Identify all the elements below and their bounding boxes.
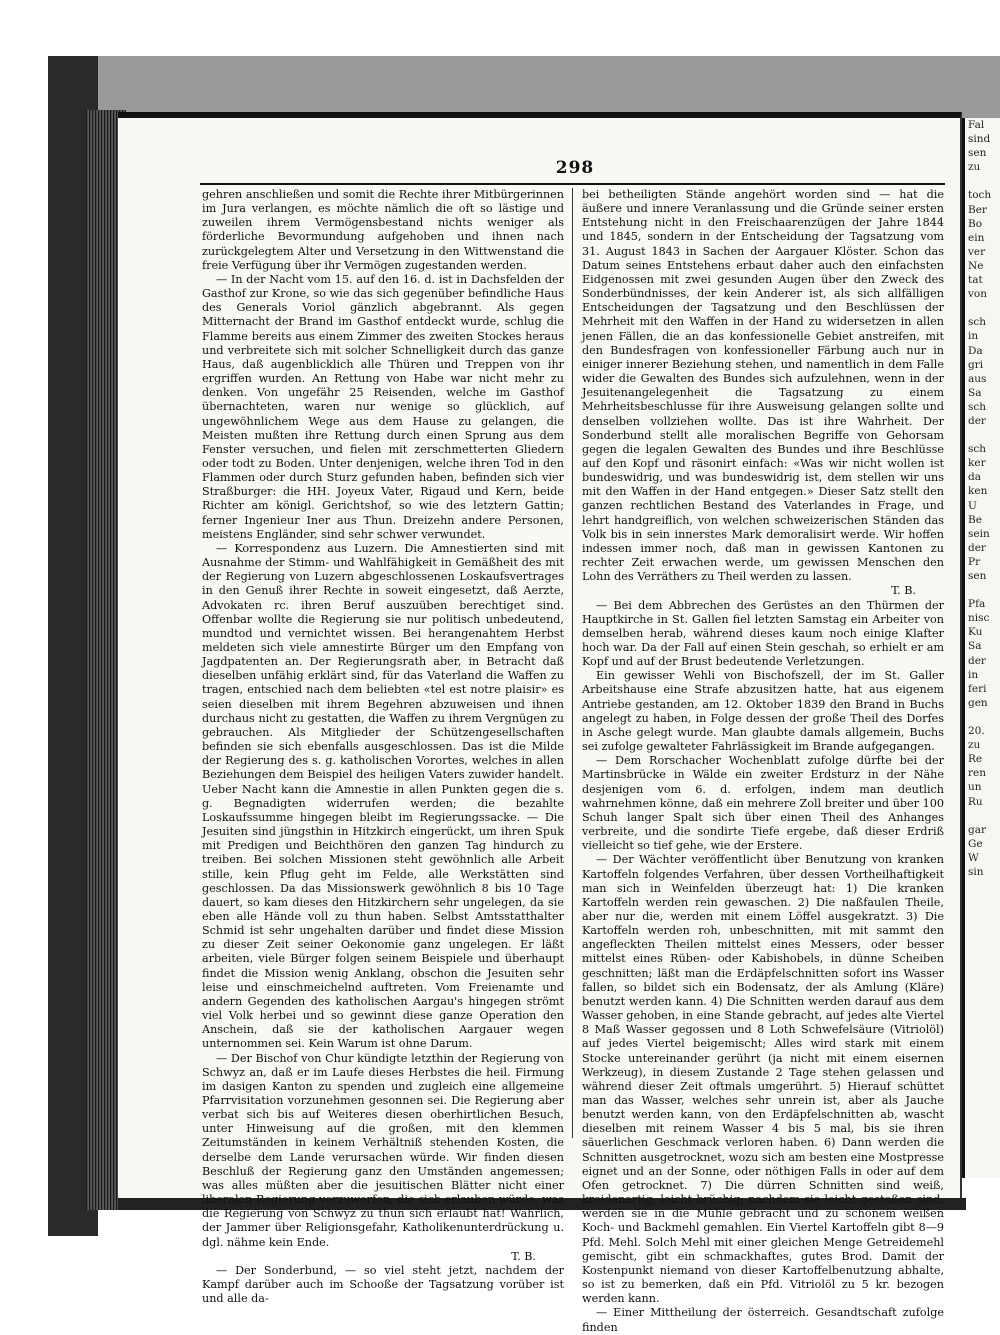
next-page-line-fragment: W [968,851,979,864]
next-page-line-fragment: Ru [968,795,983,808]
next-page-line-fragment: Sa [968,640,982,653]
next-page-line-fragment: sind [968,133,991,146]
next-page-line-fragment: in [968,668,979,681]
next-page-line-fragment: sch [968,443,987,456]
next-page-line-fragment [965,710,1000,724]
paragraph-text: — Der Wächter veröffentlicht über Benutzung von kranken Kartoffeln folgendes Verfahren, über dessen Vortheilhaftigkeit man sich in Weinfelden überzeugt hat: 1) Die kranken Kartoffeln werden rein gewaschen. 2) Die naßfaulen Theile, aber nur die, werden mit einem Löffel ausgekratzt. 3) Die Kartoffeln werden roh, unbeschnitten, mit mit sammt den angefleckten Theilen mittelst eines Messers, oder besser mittelst eines Rüben- oder Kabishobels, in dünne Scheiben geschnitten; läßt man die Erdäpfelschnitten sofort ins Wasser fallen, so bildet sich ein Bodensatz, der als Amlung (Kläre) benutzt werden kann. 4) Die Schnitten werden darauf aus dem Wasser gehoben, in eine Stande gebracht, auf jedes alte Viertel 8 Maß Wasser gegossen und 8 Loth Schwefelsäure (Vitriolöl) auf jedes Viertel beigemischt; Alles wird stark mit einem Stocke untereinander gerührt (ja nicht mit einem eisernen Werkzeug), in diesem Zustande 2 Tage stehen gelassen und während dieser Zeit oftmals umgerührt. 5) Hierauf schüttet man das Wasser, welches sehr unrein ist, aber als Jauche benutzt werden kann, von den Erdäpfelschnitten ab, wascht dieselben mit reinem Wasser 4 bis 5 mal, bis sie ihren säuerlichen Geschmack verloren haben. 6) Dann werden die Schnitten ausgetrocknet, wozu sich am besten eine Mostpresse eignet und an der Sonne, oder nöthigen Falls in oder auf dem Ofen getrocknet. 7) Die dürren Schnitten sind weiß, kreidenartig, leicht brüchig; nachdem sie leicht gestoßen sind, werden sie in die Mühle gebracht und zu schönem weißen Koch- und Backmehl gemahlen. Ein Viertel Kartoffeln gibt 8—9 Pfd. Mehl. Solch Mehl mit einer gleichen Menge Getreidemehl gemischt, gibt ein schmackhaftes, gutes Brod. Damit der Kostenpunkt niemand von dieser Kartoffelbenutzung abhalte, so ist zu bemerken, daß ein Pfd. Vitriolöl zu 5 kr. bezogen werden kann. [582,853,944,1306]
next-page-line-fragment: gen [968,696,988,709]
next-page-line-fragment: nisc [968,612,990,625]
next-page-line-fragment [965,174,1000,188]
paragraph-text: — In der Nacht vom 15. auf den 16. d. ist in Dachsfelden der Gasthof zur Krone, so wie das sich gegenüber befindliche Haus des Generals Voriol gänzlich abgebrannt. Als gegen Mitternacht der Brand im Gasthof entdeckt wurde, schlug die Flamme bereits aus einem Zimmer des zweiten Stockes heraus und verbreitete sich mit solcher Schnelligkeit durch das ganze Haus, daß augenblicklich alle Thüren und Treppen von ihr ergriffen wurden. An Rettung von Habe war nicht mehr zu denken. Von ungefähr 25 Reisenden, welche im Gasthof übernachteten, waren nur wenige so glücklich, auf ungewöhnlichem Wege aus dem Hause zu gelangen, die Meisten mußten ihre Rettung durch einen Sprung aus dem Fenster versuchen, und fielen mit zerschmetterten Gliedern oder todt zu Boden. Unter denjenigen, welche ihren Tod in den Flammen oder durch Sturz gefunden haben, befinden sich vier Straßburger: die HH. Joyeux Vater, Rigaud und Kern, beide Richter am königl. Gerichtshof, so wie des letztern Gattin; ferner Ingenieur Iner aus Thun. Dreizehn andere Personen, meistens Engländer, sind sehr schwer verwundet. [202,272,564,541]
header-rule [200,183,945,185]
paragraph-text: — Einer Mittheilung der österreich. Gesandtschaft zufolge finden [582,1306,944,1334]
next-page-line-fragment: Ne [968,259,984,272]
next-page-line-fragment: der [968,414,986,427]
next-page-line-fragment: toch [968,189,992,202]
page-number: 298 [555,158,595,178]
adjacent-page-fragment [962,118,1000,1178]
next-page-line-fragment: ren [968,767,986,780]
author-signature: T. B. [511,1249,536,1263]
next-page-line-fragment: der [968,654,986,667]
next-page-line-fragment: in [968,330,979,343]
right-paragraph [582,188,944,599]
paragraph-text: — Dem Rorschacher Wochenblatt zufolge dürfte bei der Martinsbrücke in Wälde ein zweiter Erdsturz in der Nähe desjenigen vom 6. d. erfolgen, indem man deutlich wahrnehmen könne, daß ein mehrere Zoll breiter und über 100 Schuh langer Spalt sich über einen Theil des Anhanges verbreite, und die sondirte Tiefe ergebe, daß dieser Erdriß vielleicht so tief gehe, wie der Erstere. [582,754,944,853]
next-page-line-fragment: sin [968,865,984,878]
next-page-line-fragment: Pr [968,555,981,568]
paragraph-text: — Bei dem Abbrechen des Gerüstes an den Thürmen der Hauptkirche in St. Gallen fiel letzten Samstag ein Arbeiter von demselben herab, während dieses kaum noch einige Klafter hoch war. Da der Fall auf einen Stein geschah, so erhielt er am Kopf und auf der Brust bedeutende Verletzungen. [582,598,944,669]
author-signature: T. B. [891,584,916,598]
next-page-line-fragment: sen [968,147,987,160]
next-page-line-fragment: ken [968,485,988,498]
next-page-line-fragment: Bo [968,217,983,230]
next-page-line-fragment: zu [968,161,981,174]
next-page-line-fragment: Ge [968,837,983,850]
left-paragraph [202,1052,564,1264]
paragraph-text: gehren anschließen und somit die Rechte ihrer Mitbürgerinnen im Jura verlangen, es möchte nämlich die oft so lästige und zuweilen ihrem Vermögensbestand nichts weniger als förderliche Bevormundung aufgehoben und ihnen nach zurückgelegtem Alter und Versetzung in den Wittwenstand die freie Verfügung über ihr Vermögen zugestanden werden. [202,188,564,272]
next-page-line-fragment: U [968,499,977,512]
left-paragraph [202,273,564,542]
next-page-line-fragment: sch [968,316,987,329]
next-page-line-fragment: von [968,288,988,301]
next-page-line-fragment: sen [968,570,987,582]
next-page-line-fragment [965,583,1000,597]
next-page-line-fragment: ver [968,245,986,258]
next-page-line-fragment: ker [968,457,986,470]
next-page-line-fragment: sein [968,527,990,540]
paragraph-text: — Korrespondenz aus Luzern. Die Amnestierten sind mit Ausnahme der Stimm- und Wahlfähigkeit in Gemäßheit des mit der Regierung von Luzern abgeschlossenen Loskaufsvertrages in den Genuß ihrer Rechte in soweit eingesetzt, daß Aerzte, Advokaten rc. ihren Beruf auszuüben berechtiget sind. Offenbar wollte die Regierung sie nur politisch unbedeutend, mundtod und vernichtet wissen. Bei herangenahtem Herbst meldeten sich viele amnestirte Bürger um den Empfang von Jagdpatenten an. Der Regierungsrath aber, in Betracht daß dieselben unfähig erklärt sind, für das Vaterland die Waffen zu tragen, entschied nach dem beliebten «tel est notre plaisir» es seien dieselben mit ihrem Begehren abzuweisen und ihnen durchaus nicht zu gestatten, die Waffen zu ihrem Vergnügen zu gebrauchen. Als Mitglieder der Schützengesellschaften befinden sie sich ebenfalls ausgeschlossen. Das ist die Milde der Regierung des s. g. katholischen Vorortes, welches in allen Beziehungen dem Beispiel des heiligen Vaters zuwider handelt. Ueber Nacht kann die Amnestie in allen Punkten gegen die s. g. Begnadigten widerrufen werden; die bezahlte Loskaufssumme hingegen bleibt im Regierungssacke. — Die Jesuiten sind jüngsthin in Hitzkirch eingerückt, um ihren Spuk mit Predigen und Beichthören den ganzen Tag hindurch zu treiben. Bei solchen Missionen steht gewöhnlich alle Arbeit stille, kein Pflug geht im Felde, alle Werkstätten sind geschlossen. Da das Missionswerk gewöhnlich 8 bis 10 Tage dauert, so kam dieses den Hitzkirchern sehr ungelegen, da sie eben alle Hände voll zu thun haben. Selbst Amtsstatthalter Schmid ist sehr ungehalten darüber und findet diese Mission zu dieser Zeit seiner Oekonomie ganz ungelegen. Er läßt arbeiten, viele Bürger folgen seinem Beispiele und überhaupt findet die Mission wenig Anklang, obschon die Jesuiten sehr leise und einschmeichelnd auftreten. Vom Freienamte und andern Gegenden des katholischen Aargau's hingegen strömt viel Volk herbei und so gewinnt diese ganze Operation den Anschein, daß sie der katholischen Aargauer wegen unternommen sei. Kein Warum ist ohne Darum. [202,541,564,1051]
next-page-line-fragment [965,809,1000,823]
next-page-line-fragment: Be [968,513,982,526]
next-page-line-fragment: 20. [968,725,985,738]
next-page-line-fragment [965,301,1000,315]
next-page-line-fragment: Ber [968,203,987,216]
next-page-line-fragment: Sa [968,386,982,399]
paragraph-text: — Der Bischof von Chur kündigte letzthin der Regierung von Schwyz an, daß er im Laufe dieses Herbstes die heil. Firmung im dasigen Kanton zu spenden und zugleich eine allgemeine Pfarrvisitation vorzunehmen gesonnen sei. Die Regierung aber verbat sich bis auf Weiteres diesen oberhirtlichen Besuch, unter Hinweisung auf die großen, mit den klemmen Zeitumständen in keinem Verhältniß stehenden Kosten, die derselbe dem Lande verursachen würde. Wir finden diesen Beschluß der Regierung ganz den Umständen angemessen; was alles müßten aber die jesuitischen Blätter nicht einer liberalen Regierung vorzuwerfen, die sich erlauben würde, was die Regierung von Schwyz zu thun sich erlaubt hat! Wahrlich, der Jammer über Religionsgefahr, Katholikenunterdrückung u. dgl. nähme kein Ende. [202,1051,564,1249]
column-divider [572,188,573,1138]
next-page-line-fragment: zu [968,739,981,752]
next-page-line-fragment: feri [968,682,987,695]
next-page-line-fragment: der [968,541,986,554]
right-paragraph [582,1306,944,1334]
right-column [582,188,944,1335]
next-page-line-fragment [965,428,1000,442]
left-paragraph [202,188,564,273]
next-page-line-fragment: tat [968,274,983,287]
left-paragraph [202,1264,564,1306]
next-page-line-fragment: Ku [968,626,983,639]
right-paragraph [582,669,944,754]
next-page-line-fragment: un [968,781,982,794]
next-page-line-fragment: da [968,471,981,484]
next-page-line-fragment: Pfa [968,598,986,611]
next-page-line-fragment: Fal [968,119,985,131]
next-page-line-fragment: ein [968,231,985,244]
next-page-line-fragment: Re [968,753,983,766]
paragraph-text: Ein gewisser Wehli von Bischofszell, der im St. Galler Arbeitshause eine Strafe abzusitzen hatte, hat aus eigenem Antriebe gestanden, am 12. Oktober 1839 den Brand in Buchs angelegt zu haben, in Folge dessen der große Theil des Dorfes in Asche gelegt wurde. Man glaubte damals allgemein, Buchs sei zufolge gewalteter Fahrlässigkeit im Brande aufgegangen. [582,669,944,754]
left-paragraph [202,542,564,1052]
right-paragraph [582,853,944,1306]
next-page-line-fragment: gar [968,823,987,836]
right-paragraph [582,754,944,853]
paragraph-text: bei betheiligten Stände angehört worden sind — hat die äußere und innere Veranlassung und die Gründe seiner ersten Entstehung nicht in den Freischaarenzügen der Jahre 1844 und 1845, sondern in der Entscheidung der Tagsatzung vom 31. August 1843 in Sachen der Aargauer Klöster. Schon das Datum seines Entstehens erbaut daher auch den einfachsten Eidgenossen mit zwei gesunden Augen über den Zweck des Sonderbündnisses, der kein Anderer ist, als sich allfälligen Entscheidungen der Tagsatzung und den Beschlüssen der Mehrheit mit den Waffen in der Hand zu widersetzen in allen jenen Fällen, die an das konfessionelle Gebiet anstreifen, mit den Bundesfragen von konfessioneller Färbung auch nur in einiger innerer Beziehung stehen, und namentlich in dem Falle wider die Gewalten des Bundes sich aufzulehnen, wenn in der Jesuitenangelegenheit die Tagsatzung zu einem Mehrheitsbeschlusse für ihre Ausweisung gelangen sollte und denselben vollziehen wollte. Das ist ihre Wahrheit. Der Sonderbund stellt alle moralischen Begriffe von Gehorsam gegen die legalen Gewalten des Bundes und ihre Beschlüsse auf den Kopf und räsonirt einfach: «Was wir nicht wollen ist bundeswidrig, und was bundeswidrig ist, dem stellen wir uns mit den Waffen in der Hand entgegen.» Dieser Satz stellt den ganzen rechtlichen Bestand des Vaterlandes in Frage, und lehrt handgreiflich, von welchen schweizerischen Ständen das Volk bis in sein innerstes Mark demoralisirt werde. Wir hoffen indessen immer noch, daß man in gewissen Kantonen zu rechter Zeit erwachen werde, um gewissen Menschen den Lohn des Verräthers zu Theil werden zu lassen. [582,188,944,584]
next-page-line-fragment: sch [968,400,987,413]
left-column [202,188,564,1306]
paragraph-text: — Der Sonderbund, — so viel steht jetzt, nachdem der Kampf darüber auch im Schooße der Tagsatzung vorüber ist und alle da- [202,1263,564,1306]
next-page-line-fragment: gri [968,358,984,371]
next-page-line-fragment: aus [968,372,987,385]
next-page-line-fragment: Da [968,344,983,357]
right-paragraph [582,599,944,670]
